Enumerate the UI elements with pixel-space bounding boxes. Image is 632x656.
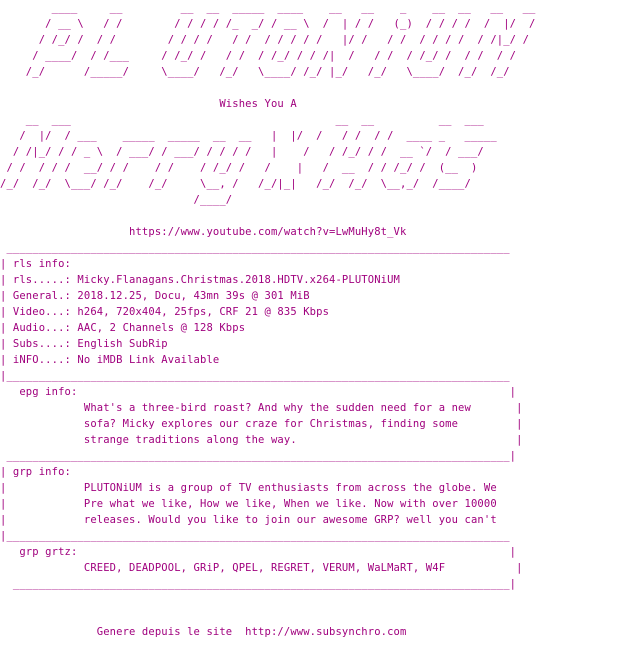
nfo-line: /____/ (0, 194, 233, 206)
nfo-line: grp grtz: | (0, 546, 517, 558)
nfo-line: What's a three-bird roast? And why the sudden need for a new | (0, 402, 523, 414)
nfo-line: sofa? Micky explores our craze for Christmas, finding some | (0, 418, 523, 430)
nfo-line: | Pre what we like, How we like, When we like. Now with over 10000 (0, 498, 497, 510)
nfo-line: CREED, DEADPOOL, GRiP, QPEL, REGRET, VERUM, WaLMaRT, W4F | (0, 562, 523, 574)
nfo-line: ____ __ __ __ _____ ____ __ __ _ __ __ __ __ (0, 2, 536, 14)
nfo-line: ______________________________________________________________________________| (0, 450, 517, 462)
nfo-line: | Audio...: AAC, 2 Channels @ 128 Kbps (0, 322, 246, 334)
nfo-line: | releases. Would you like to join our awesome GRP? well you can't (0, 514, 497, 526)
nfo-line: | grp info: (0, 466, 71, 478)
nfo-line: / /_/ / / / / / / / / / / / / / / |/ / / / / / / / / /|_/ / (0, 34, 530, 46)
nfo-line: | Video...: h264, 720x404, 25fps, CRF 21 @ 835 Kbps (0, 306, 330, 318)
nfo-line: epg info: | (0, 386, 517, 398)
nfo-line: / / / / / __/ / / / / / /_/ / / | / __ / / /_/ / (__ ) (0, 162, 478, 174)
nfo-line: Genere depuis le site http://www.subsynchro.com (0, 626, 407, 638)
nfo-line: / __ \ / / / / / / /_ _/ / __ \ / | / / (_) / / / / / |/ / (0, 18, 536, 30)
nfo-line: strange traditions along the way. | (0, 434, 523, 446)
nfo-line: / |/ / ___ _____ _____ __ __ | |/ / / / / / ____ _ _____ (0, 130, 497, 142)
nfo-line: Wishes You A (0, 98, 297, 110)
nfo-line: | iNFO....: No iMDB Link Available (0, 354, 220, 366)
nfo-line: ______________________________________________________________________________ (0, 242, 510, 254)
nfo-line: | Subs....: English SubRip (0, 338, 168, 350)
nfo-line: | rls info: (0, 258, 71, 270)
nfo-line: / ____/ / /___ / /_/ / / / / /_/ / / /| / / / / /_/ / / / / / (0, 50, 517, 62)
nfo-line: |______________________________________________________________________________ (0, 370, 510, 382)
nfo-line: /_/ /_/ \___/ /_/ /_/ \__, / /_/|_| /_/ /_/ \__,_/ /____/ (0, 178, 471, 190)
nfo-line: _____________________________________________________________________________| (0, 578, 517, 590)
nfo-line: | rls.....: Micky.Flanagans.Christmas.2018.HDTV.x264-PLUTONiUM (0, 274, 400, 286)
nfo-line: /_/ /_____/ \____/ /_/ \____/ /_/ |_/ /_/ \____/ /_/ /_/ (0, 66, 510, 78)
nfo-line: __ ___ __ __ __ ___ (0, 114, 484, 126)
nfo-line: | PLUTONiUM is a group of TV enthusiasts from across the globe. We (0, 482, 497, 494)
nfo-line: https://www.youtube.com/watch?v=LwMuHy8t_Vk (0, 226, 407, 238)
nfo-line: |______________________________________________________________________________ (0, 530, 510, 542)
nfo-line: / /|_/ / / _ \ / ___/ / ___/ / / / / | / / /_/ / / __ `/ / ___/ (0, 146, 484, 158)
nfo-line: | General.: 2018.12.25, Docu, 43mn 39s @ 301 MiB (0, 290, 310, 302)
